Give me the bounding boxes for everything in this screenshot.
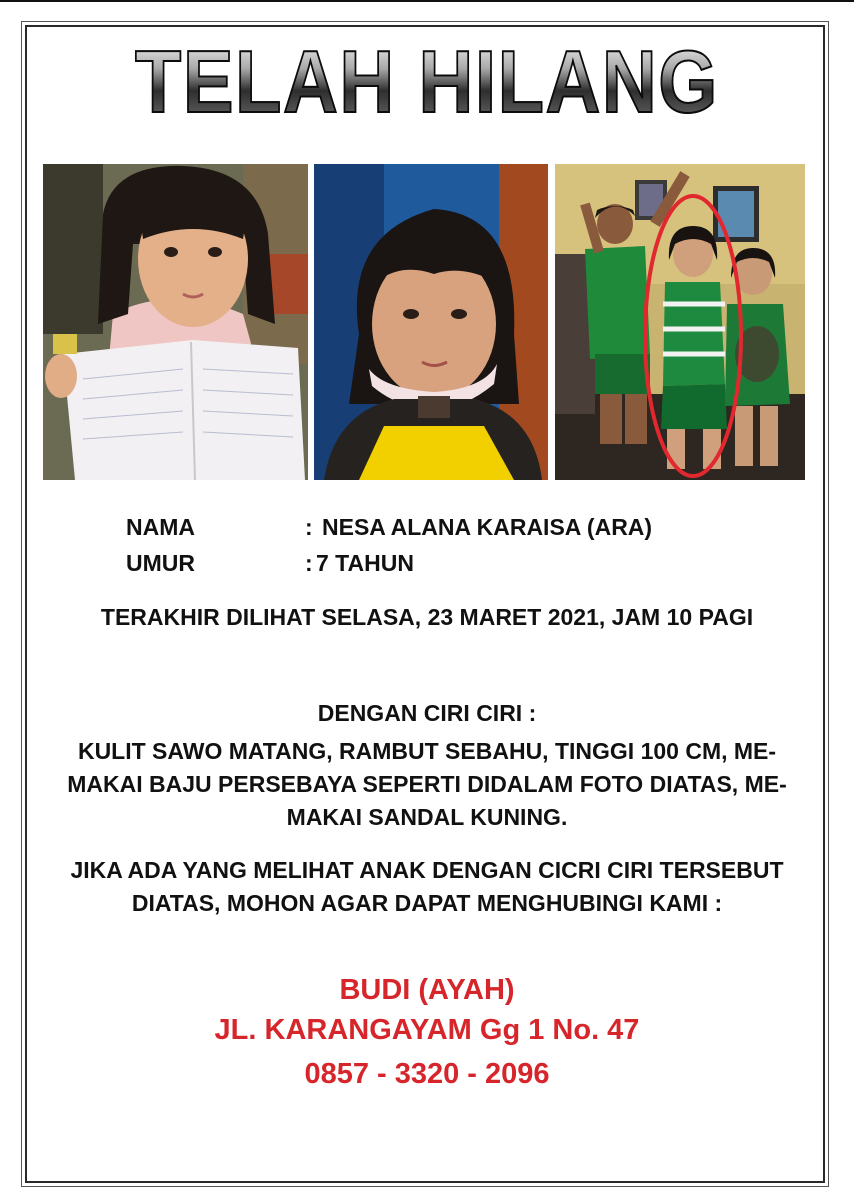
age-label: UMUR (126, 550, 195, 576)
name-value: NESA ALANA KARAISA (ARA) (322, 514, 653, 540)
photo-portrait-closeup (314, 164, 548, 480)
top-rule (0, 0, 854, 2)
age-separator: : (305, 550, 313, 576)
appeal-line-2: DIATAS, MOHON AGAR DAPAT MENGHUBINGI KAMI : (131, 890, 723, 916)
features-line-3: MAKAI SANDAL KUNING. (286, 804, 568, 830)
photo-group-highlighted (555, 164, 805, 480)
contact-name: BUDI (AYAH) (339, 974, 515, 1006)
contact-phone: 0857 - 3320 - 2096 (304, 1058, 550, 1090)
last-seen-text: TERAKHIR DILIHAT SELASA, 23 MARET 2021, JAM 10 PAGI (100, 604, 754, 630)
photo-girl-with-notebook (43, 164, 308, 480)
features-line-2: MAKAI BAJU PERSEBAYA SEPERTI DIDALAM FOTO DIATAS, ME- (67, 771, 787, 797)
name-separator: : (305, 514, 313, 540)
features-heading: DENGAN CIRI CIRI : (317, 700, 537, 726)
contact-address: JL. KARANGAYAM Gg 1 No. 47 (214, 1014, 640, 1046)
poster-title: TELAH HILANG (60, 38, 794, 126)
name-label: NAMA (126, 514, 195, 540)
age-value: 7 TAHUN (316, 550, 414, 576)
appeal-line-1: JIKA ADA YANG MELIHAT ANAK DENGAN CICRI CIRI TERSEBUT (70, 857, 784, 883)
features-line-1: KULIT SAWO MATANG, RAMBUT SEBAHU, TINGGI 100 CM, ME- (77, 738, 777, 764)
